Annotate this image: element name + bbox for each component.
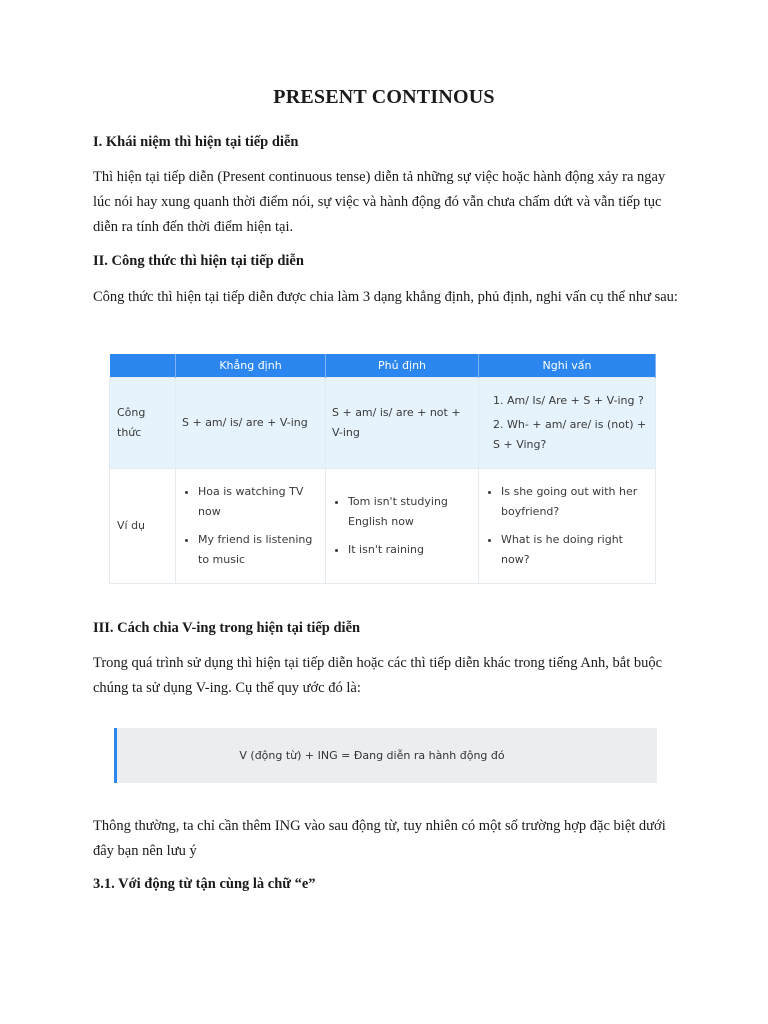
section-1-heading: I. Khái niệm thì hiện tại tiếp diễn bbox=[93, 134, 299, 150]
section-2-heading: II. Công thức thì hiện tại tiếp diễn bbox=[93, 253, 304, 269]
formula-table bbox=[109, 354, 656, 584]
formula-affirmative: S + am/ is/ are + V-ing bbox=[176, 378, 326, 469]
formula-question-1: 1. Am/ Is/ Are + S + V-ing ? bbox=[493, 394, 644, 407]
table-header-question: Nghi vấn bbox=[479, 354, 656, 378]
formula-question-cell bbox=[479, 378, 656, 469]
list-item: • My friend is listening to music bbox=[198, 530, 319, 570]
section-2-body: Công thức thì hiện tại tiếp diễn được chia làm 3 dạng khẳng định, phủ định, nghi vấn cụ thể như sau: bbox=[93, 289, 678, 305]
list-item: • Tom isn't studying English now bbox=[348, 492, 472, 532]
section-3-1-heading: 3.1. Với động từ tận cùng là chữ “e” bbox=[93, 876, 316, 892]
list-item: • It isn't raining bbox=[348, 540, 472, 560]
formula-negative: S + am/ is/ are + not + V-ing bbox=[326, 378, 479, 469]
example-question-cell bbox=[479, 469, 656, 584]
page-title: PRESENT CONTINOUS bbox=[273, 86, 495, 108]
row-label-formula: Công thức bbox=[110, 378, 176, 469]
formula-question-2: 2. Wh- + am/ are/ is (not) + S + Ving? bbox=[493, 418, 647, 451]
table-row-formula bbox=[110, 378, 656, 469]
table-header-row bbox=[110, 354, 656, 378]
table-header-negative: Phủ định bbox=[326, 354, 479, 378]
section-3-heading: III. Cách chia V-ing trong hiện tại tiếp diễn bbox=[93, 620, 361, 636]
section-3-body: Trong quá trình sử dụng thì hiện tại tiếp diễn hoặc các thì tiếp diễn khác trong tiếng Anh, bắt buộc chúng ta sử dụng V-ing. Cụ thể quy ước đó là: bbox=[93, 655, 663, 696]
row-label-example: Ví dụ bbox=[110, 469, 176, 584]
example-negative-cell bbox=[326, 469, 479, 584]
list-item: • Is she going out with her boyfriend? bbox=[501, 482, 649, 522]
table-row-example bbox=[110, 469, 656, 584]
section-3-note: Thông thường, ta chỉ cần thêm ING vào sau động từ, tuy nhiên có một số trường hợp đặc biệt dưới đây bạn nên lưu ý bbox=[93, 818, 666, 859]
list-item: • What is he doing right now? bbox=[501, 530, 649, 570]
table-header-cell bbox=[110, 354, 176, 378]
example-affirmative-cell bbox=[176, 469, 326, 584]
formula-box: V (động từ) + ING = Đang diễn ra hành động đó bbox=[114, 728, 657, 783]
list-item: • Hoa is watching TV now bbox=[198, 482, 319, 522]
table-header-affirmative: Khẳng định bbox=[176, 354, 326, 378]
section-1-body: Thì hiện tại tiếp diễn (Present continuous tense) diễn tả những sự việc hoặc hành động xảy ra ngay lúc nói hay xung quanh thời điểm nói, sự việc và hành động đó vẫn chưa chấm dứt và vẫn tiếp tục diễn ra tính đến thời điểm hiện tại. bbox=[93, 169, 666, 235]
